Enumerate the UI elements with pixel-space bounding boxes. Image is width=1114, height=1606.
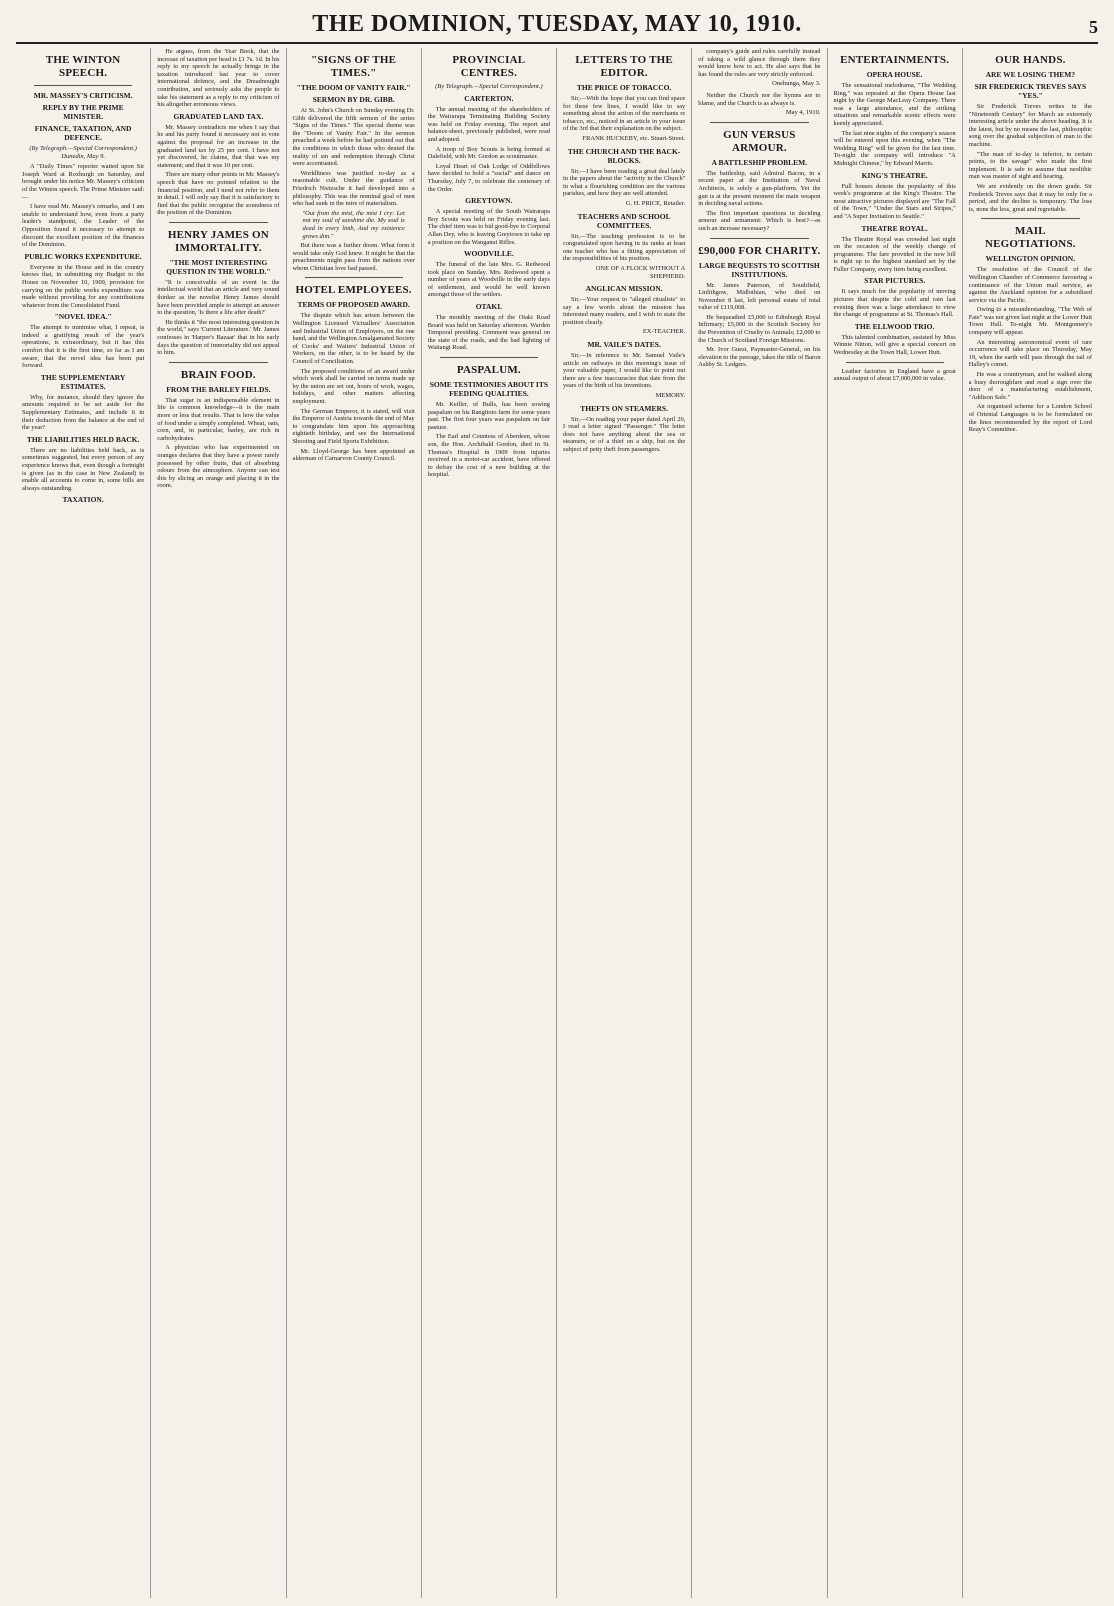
subhead-battleship: A BATTLESHIP PROBLEM.	[711, 157, 808, 167]
paragraph: But there was a further doom. What form it would take only God knew. It might be that the preachments might pass from the nations over whom Christian love had passed.	[292, 242, 415, 272]
paragraph: There are many other points in Mr. Massey's speech that have no pointed relation to the financial position, and I need not refer to them in detail. I will only say that it is satisfactory to find that the public recognise the soundness of the position of the Dominion.	[157, 171, 280, 217]
letter-signature: EX-TEACHER.	[642, 328, 686, 336]
paragraph: The last nine nights of the company's season will be entered upon this evening, when "The Wedding Ring" will be given for the last time. To-night the company will introduce "A Midnight Chinese," by Edward Marris.	[833, 129, 956, 167]
subhead-losing-them: ARE WE LOSING THEM?	[985, 70, 1076, 79]
paragraph: Worldliness was justified to-day as a reasonable cult. Under the guidance of Friedrich Nietzsche it had developed into a philosophy. This was the nominal goal of men who had sunk in the mire of materialism.	[292, 169, 415, 208]
headline-our-hands: OUR HANDS.	[995, 54, 1066, 66]
paragraph: Mr. Ivor Guest, Paymaster-General, on his elevation to the peerage, takes the title of Baron Ashby St. Ledgers.	[698, 346, 821, 369]
subhead-finance: FINANCE, TAXATION, AND DEFENCE.	[34, 124, 132, 142]
paragraph: An organised scheme for a London School of Oriental Languages is to be formulated on the lines recommended by the report of Lord Reay's Committee.	[968, 403, 1092, 434]
paragraph: It says much for the popularity of moving pictures that despite the cold and rain last evening there was a large attendance to view the change of programme at St. Thomas's Hall.	[833, 288, 956, 319]
paragraph: He argues, from the Year Book, that the increase of taxation per head is £1 7s. 1d. In his reply to my speech he actually brings in the taxation introduced last year to cover international defence, and the Dreadnought contribution, and seriously asks the people to take his statement as a reply to my criticism of his altogether erroneous views.	[157, 48, 280, 109]
divider	[440, 357, 538, 358]
headline-mail-negotiations: MAIL NEGOTIATIONS.	[985, 225, 1076, 251]
paragraph: This talented combination, assisted by Miss Winnie Nitton, will give a special concert on Wednesday at the Town Hall, Lower Hutt.	[833, 333, 956, 357]
paragraph: A "Daily Times" reporter waited upon Sir Joseph Ward at Roxburgh on Saturday, and brought under his notice Mr. Massey's criticism of the Winton speech. The Prime Minister said:—	[22, 163, 145, 201]
letter-signature: Onehunga, May 3.	[772, 80, 821, 88]
letter-signature: MEMORY.	[655, 392, 686, 400]
subhead-theatre-royal: THEATRE ROYAL.	[861, 223, 928, 233]
subhead-proposed-award: TERMS OF PROPOSED AWARD.	[297, 300, 410, 310]
paragraph: Sir Frederick Treves writes in the "Nineteenth Century" for March an extremely interesting article under the above heading. It is the latest, but by no means the last, philosophic song over the gradual subjection of man to the machine.	[968, 103, 1092, 148]
headline-entertainments: ENTERTAINMENTS.	[840, 54, 950, 66]
paragraph: Loyal Heart of Oak Lodge of Oddfellows have decided to hold a "social" and dance on Thursday, July 7, to celebrate the centenary of the Order.	[427, 162, 550, 193]
letter-signature: FRANK HUCKEBY, etc. Stuart-Street.	[582, 134, 686, 142]
paragraph: Owing to a misunderstanding, "The Web of Fate" was not given last night at the Lower Hutt Town Hall. To-night Mr. Montgomery's company will appear.	[968, 306, 1092, 337]
headline-winton-speech: THE WINTON SPEECH.	[45, 54, 121, 79]
subhead-tobacco: THE PRICE OF TOBACCO.	[576, 83, 672, 92]
paragraph: Full houses denote the popularity of this week's programme at the King's Theatre. The most attractive pictures displayed are "The Fall of the Town," "Under the Stars and Stripes," and "A Super Invitation to Seattle."	[833, 182, 956, 220]
paragraph: Why, for instance, should they ignore the amounts required to be set aside for the Supplementary Estimates, and include it in their deduction from the balance at the end of the year?	[22, 393, 145, 432]
subhead-taxation: TAXATION.	[62, 495, 104, 505]
subhead-sermon: SERMON BY DR. GIBB.	[312, 95, 395, 104]
paragraph: Everyone in the House and in the country knows that, in submitting my Budget to the House on November 10, 1909, provision for carrying on the public works expenditure was made without providing for any contributions whatever from the Consolidated Fund.	[22, 263, 145, 309]
byline: (By Telegraph.—Special Correspondent.) Dunedin, May 9.	[29, 145, 137, 160]
paragraph: Neither the Church nor the hymns are to blame, and the Church is as always is.	[698, 91, 821, 107]
subhead-kings-theatre: KING'S THEATRE.	[861, 170, 928, 180]
subhead-treves: SIR FREDERICK TREVES SAYS "YES."	[974, 82, 1087, 100]
subhead-liabilities: THE LIABILITIES HELD BACK.	[26, 434, 140, 444]
subhead-backblocks: THE CHURCH AND THE BACK-BLOCKS.	[567, 146, 681, 165]
subhead-wellington-opinion: WELLINGTON OPINION.	[985, 254, 1076, 264]
subhead-novel-idea: "NOVEL IDEA."	[54, 312, 112, 322]
subhead-anglican: ANGLICAN MISSION.	[585, 284, 663, 294]
paragraph: A special meeting of the South Wairarapa Boy Scouts was held on Friday evening last. The chief item was to bid good-bye to Corporal Allan Dey, who is leaving Greytown to take up a position on the Wanganui Rifles.	[427, 208, 550, 246]
column-6	[692, 48, 827, 1598]
subhead-supplementary: THE SUPPLEMENTARY ESTIMATES.	[40, 372, 126, 391]
masthead-title: THE DOMINION, TUESDAY, MAY 10, 1910.	[312, 11, 802, 37]
headline-provincial-centres: PROVINCIAL CENTRES.	[452, 54, 526, 79]
column-3	[287, 48, 422, 1598]
paragraph: Mr. James Paterson, of Southfield, Linlithgow, Midlothian, who died on November 8 last, left personal estate of total value of £119,068.	[698, 281, 821, 312]
subhead-thefts: THEFTS ON STEAMERS.	[580, 403, 668, 413]
subhead-opera-house: OPERA HOUSE.	[866, 70, 923, 79]
headline-letters: LETTERS TO THE EDITOR.	[575, 54, 673, 79]
paragraph: The Theatre Royal was crowded last night on the occasion of the weekly change of programme. The fare provided in the new bill is right up to the highest standard set by the Fuller Company, every item being excellent.	[833, 235, 956, 273]
divider	[169, 222, 267, 223]
subhead-vaile: MR. VAILE'S DATES.	[587, 340, 661, 350]
paragraph: That sugar is an indispensable element in life is common knowledge—it is the main more or less that results. That is how the value of food under a simply completed. Wheat, oats, corn, and, in particular, barley, are rich in carbohydrates.	[157, 396, 280, 442]
paragraph: Sir,—In reference to Mr. Samuel Vaile's article on railways in this morning's issue of your valuable paper, I would like to point out there are a few inaccuracies that date from the years of the birth of his inventions.	[563, 352, 686, 390]
paragraph: Leather factories in England have a great annual output of about £7,000,000 in value.	[833, 367, 956, 383]
paragraph: Sir,—I have been reading a great deal lately in the papers about the "activity in the Church" in what a flourishing condition are the various parishes, and how they are well attended.	[563, 167, 686, 198]
paragraph: The battleship, said Admiral Bacon, in a recent paper at the Institution of Naval Architects, is solely a gun-platform. Yet the gun is at the present moment the main weapon in deciding naval actions.	[698, 169, 821, 208]
subhead-public-works: PUBLIC WORKS EXPENDITURE.	[24, 251, 142, 261]
subhead-woodville: WOODVILLE.	[463, 249, 514, 259]
paragraph: Mr. Keiller, of Bulls, has been sowing paspalum on his Rangitoto farm for some years past. The first four years was paspalum on fair pasture.	[427, 401, 550, 431]
paragraph: The annual meeting of the shareholders of the Wairarapa Terminating Building Society was held on Friday evening. The report and balance-sheet, previously published, were read and adopted.	[427, 105, 550, 143]
paragraph: A physician who has experimented on oranges declares that they have a power rarely possessed by other fruits, that of absorbing odours from the atmosphere. Anyone can test this by slicing an orange and placing it in the room.	[157, 444, 280, 490]
subhead-land-tax: GRADUATED LAND TAX.	[173, 111, 264, 121]
column-7	[828, 48, 963, 1598]
subhead-greytown: GREYTOWN.	[465, 196, 513, 206]
paragraph: The resolution of the Council of the Wellington Chamber of Commerce favouring a continuance of the Union mail service, as against the Auckland opinion for a subsidised service via the Pacific.	[968, 266, 1092, 304]
paragraph: Mr. Massey contradicts me when I say that he and his party found it necessary not to vote against the proposal for an increase in the graduated land tax by 25 per cent. I have not yet discovered, he claims, that that was my statement; and that it was 10 per cent.	[157, 123, 280, 169]
headline-brain-food: BRAIN FOOD.	[180, 368, 256, 381]
paragraph: I have read Mr. Massey's remarks, and I am unable to understand how, even from a party leader's standpoint, the Leader of the Opposition found it necessary to attempt to discount the excellent position of the finances of the Dominion.	[22, 203, 145, 249]
subhead-massey-criticism: MR. MASSEY'S CRITICISM.	[33, 91, 133, 100]
paragraph: The monthly meeting of the Otaki Road Board was held on Saturday afternoon. Warden Temporal presiding. Comment was general on the state of the roads, and the bad lighting of Waitangi Road.	[427, 314, 550, 352]
paragraph: He was a countryman, and he walked along a busy thoroughfare and read a sign over the door of a manufacturing establishment, "Addison Safe."	[968, 371, 1092, 401]
paragraph: We are evidently on the down grade. Sir Frederick Treves says that it may be only for a period, and the decline is temporary. The loss is, none the less, great and regrettable.	[968, 182, 1092, 213]
subhead-reply: REPLY BY THE PRIME MINISTER.	[42, 103, 124, 121]
column-5	[557, 48, 692, 1598]
divider	[305, 277, 403, 278]
divider	[981, 218, 1080, 219]
paragraph: He bequeathed £5,000 to Edinburgh Royal Infirmary; £5,000 to the Scottish Society for the Prevention of Cruelty to Animals; £2,000 to the Church of Scotland Foreign Missions.	[698, 313, 821, 344]
divider	[710, 238, 808, 239]
paragraph: There are no liabilities held back, as is sometimes suggested, but every person of any experience knows that, even though a fortnight is given (as in the case in New Zealand) to enable all accounts to come in, some bills are always outstanding.	[22, 446, 145, 492]
letter-signature: ONE OF A FLOCK WITHOUT A SHEPHERD.	[595, 264, 686, 280]
subhead-ellwood-trio: THE ELLWOOD TRIO.	[854, 321, 935, 331]
headline-hotel-employees: HOTEL EMPLOYEES.	[295, 284, 412, 297]
subhead-vanity-fair: "THE DOOM OF VANITY FAIR."	[296, 83, 411, 92]
paragraph: The dispute which has arisen between the Wellington Licensed Victuallers' Association and Industrial Union of Employers, on the one hand, and the Wellington Amalgamated Society of Cooks' and Waiters' Industrial Union of Workers, on the other, is to be heard by the Council of Conciliation.	[292, 312, 415, 366]
divider	[846, 362, 944, 363]
subhead-bequests: LARGE BEQUESTS TO SCOTTISH INSTITUTIONS.	[698, 260, 820, 279]
letter-signature: G. H. PRICE, Retailer.	[625, 199, 686, 207]
masthead	[16, 6, 1098, 44]
paragraph: "It is conceivable of an event in the intellectual world that an article and very sound thinker as the novelist Henry James should have been provided ample to attempt an answer to the question, 'Is there a life after death?'	[157, 278, 280, 317]
paragraph: Sir,—The teaching profession is to be congratulated upon having in its ranks at least one teacher who has a fitting appreciation of the responsibilities of his position.	[563, 232, 686, 263]
divider	[169, 362, 267, 363]
column-8	[963, 48, 1098, 1598]
column-1	[16, 48, 151, 1598]
paragraph: The funeral of the late Mrs. G. Redwood took place on Sunday. Mrs. Redwood spent a number of years at Woodville in the early days of settlement, and would be well known amongst those of the settlers.	[427, 261, 550, 299]
headline-charity: £90,000 FOR CHARITY.	[698, 244, 821, 257]
subhead-feeding: SOME TESTIMONIES ABOUT ITS FEEDING QUALITIES.	[429, 380, 549, 399]
subhead-otaki: OTAKI.	[475, 302, 503, 312]
paragraph: The attempt to minimise what, I repeat, is indeed a gratifying result of the year's operations, is extraordinary, but it has this comfort that it is the first time, so far as I am aware, that the novel idea has been put forward.	[22, 324, 145, 370]
headline-paspalum: PASPALUM.	[456, 364, 521, 377]
byline: (By Telegraph.—Special Correspondent.)	[435, 83, 543, 90]
paragraph: Sir,—Your request to "alleged ritualists" to say a few words about the mission has interested many readers, and I wish to state the position clearly.	[563, 296, 686, 326]
subhead-teachers: TEACHERS AND SCHOOL COMMITTEES.	[577, 211, 671, 230]
paragraph: Sir,—With the hope that you can find space for these few lines, I would like to say something about the action of the merchants re tobacco, etc., noticed in an article in your issue of the 3rd that their explanation on the subject.	[563, 95, 686, 133]
subhead-star-pictures: STAR PICTURES.	[864, 276, 926, 286]
paragraph: "The man of to-day is inferior, in certain points, to the savage" who made the first implement. It is safe to assume that neolithic man was master of sight and hearing.	[968, 150, 1092, 181]
paragraph: The German Emperor, it is stated, will visit the Emperor of Austria towards the end of May to congratulate him upon his approaching eightieth birthday, and see the International Shooting and Field Sports Exhibition.	[292, 407, 415, 445]
subhead-carterton: CARTERTON.	[464, 93, 514, 103]
letter-signature: May 4, 1910.	[785, 109, 821, 117]
paragraph: Mr. Lloyd-George has been appointed an alderman of Carnarvon County Council.	[292, 447, 415, 463]
columns	[16, 48, 1098, 1598]
headline-gun-armour: GUN VERSUS ARMOUR.	[723, 128, 796, 154]
poem: "Out from the mist, the mist I cry: Let not my soul of sunshine die. My soul is dead in every limb, And my existence grows dim."	[302, 209, 405, 240]
paragraph: Sir,—On reading your paper dated April 20, I read a letter signed "Passenger." The letter does not have anything about the sea or steamers, or of a thief on a ship, but on the subject of petty theft from passengers.	[563, 415, 686, 453]
headline-henry-james: HENRY JAMES ON IMMORTALITY.	[167, 228, 269, 254]
paragraph: The Earl and Countess of Aberdeen, whose son, the Hon. Archibald Gordon, died in St. Thomas's Hospital in 1909 from injuries received in a motor-car accident, have offered to defray the cost of a new building at the hospital.	[427, 433, 550, 479]
subhead-interesting-question: "THE MOST INTERESTING QUESTION IN THE WORLD."	[166, 257, 271, 276]
paragraph: The sensational melodrama, "The Wedding Ring," was repeated at the Opera House last night by the George MacLeay Company. There was a large attendance, and the striking situations and remarkable scenic effects were keenly appreciated.	[833, 82, 956, 127]
paragraph: company's guide and rules carefully instead of taking a wild glance through them they would know how to act. He also says that he has found the rules are very strictly enforced.	[698, 48, 821, 78]
paragraph: A troop of Boy Scouts is being formed at Dalefield, with Mr. Gordon as scoutmaster.	[427, 145, 550, 161]
paragraph: At St. John's Church on Sunday evening Dr. Gibb delivered the fifth sermon of the series "Signs of the Times." The special theme was the "Doom of Vanity Fair." In the sermon preached a week before he had pointed out that the conditions in which those who denied the reality of sin and redemption through Christ were accentuated.	[292, 107, 415, 168]
paragraph: An interesting astronomical event of rare occurrence will take place on Thursday, May 19, when the earth will pass through the tail of Halley's comet.	[968, 338, 1092, 369]
paragraph: The first important questions in deciding armour and armament: Which is best?—as such an increase necessary?	[698, 209, 821, 232]
divider	[710, 122, 808, 123]
paragraph: The proposed conditions of an award under which work shall be carried on terms made up by the union are set out, hours of work, wages, holidays, and other matters affecting employment.	[292, 367, 415, 405]
page-number: 5	[1089, 17, 1098, 37]
paragraph: He thinks it "the most interesting question in the world," says 'Current Literature.' Mr. James confesses in 'Harper's Bazaar' that in his early days the question of immortality did not appeal to him.	[157, 318, 280, 357]
column-2	[151, 48, 286, 1598]
divider	[34, 85, 132, 86]
column-4	[422, 48, 557, 1598]
subhead-barley: FROM THE BARLEY FIELDS.	[166, 384, 271, 394]
headline-signs-of-times: "SIGNS OF THE TIMES."	[311, 54, 397, 79]
